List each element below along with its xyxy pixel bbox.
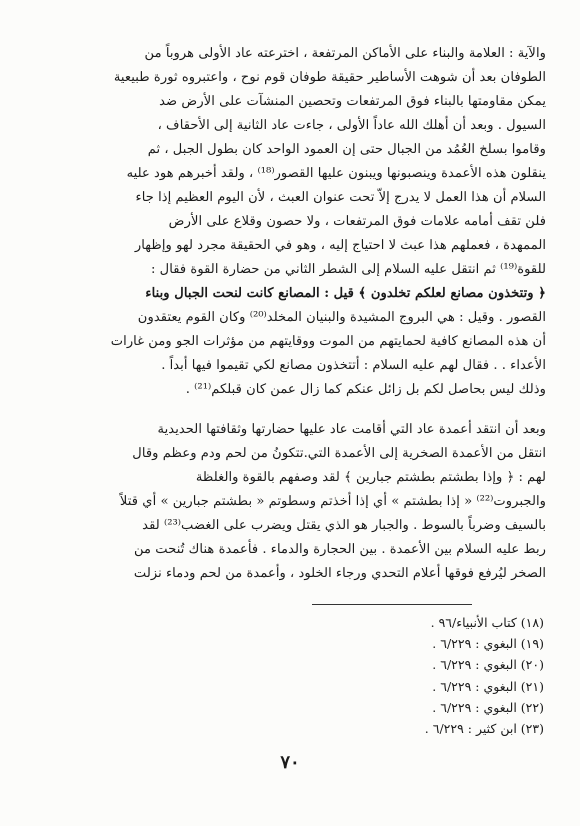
footnote-item: (٢٠) البغوي : ٦/٢٢٩ . bbox=[432, 657, 544, 673]
text-line: وقاموا بسلخ العُمُد من الجبال حتى إن العمود الواحد كان بطول الجبل ، ثم bbox=[147, 142, 546, 157]
main-text bbox=[36, 42, 546, 586]
footnote-item: (١٩) البغوي : ٦/٢٢٩ . bbox=[432, 636, 544, 652]
text-line: الصخر ليُرفع فوقها أعلام التحدي ورجاء الخلود ، وأعمدة من لحم ودماء نزلت bbox=[133, 566, 546, 581]
text-line: ربط عليه السلام بين الأعمدة . بين الحجارة والدماء . فأعمدة هناك تُنحت من bbox=[133, 542, 546, 557]
footnotes-list bbox=[30, 612, 544, 739]
text-line: الأعداء . . فقال لهم عليه السلام : أتتخذون مصانع لكي تقيموا فيها أبداً . bbox=[161, 358, 546, 373]
text-line: والجبروت⁽²²⁾ « إذا بطشتم » أي إذا أخذتم وسطوتم « بطشتم جبارين » أي قتلاً bbox=[119, 494, 546, 509]
footnote-item: (٢١) البغوي : ٦/٢٢٩ . bbox=[432, 678, 544, 694]
page-number: ٧٠ bbox=[280, 752, 300, 773]
text-line: ينقلون هذه الأعمدة وينصبونها ويبنون عليها القصور⁽¹⁸⁾ ، ولقد أخبرهم هود عليه bbox=[126, 166, 546, 181]
text-line: انتقل من الأعمدة الصخرية إلى الأعمدة التي.تتكونُ من لحم ودم وعظم وقال bbox=[132, 446, 546, 461]
text-line: وبعد أن انتقد أعمدة عاد التي أقامت عاد عليها حضارتها وثقافتها الحديدية bbox=[157, 422, 546, 437]
footnote-divider bbox=[312, 604, 472, 605]
text-line: يمكن مقاومتها بالبناء فوق المرتفعات وتحصين المنشآت على الأرض ضد bbox=[159, 94, 546, 109]
quran-verse-line: ﴿ وتتخذون مصانع لعلكم تخلدون ﴾ قيل : المصانع كانت لنحت الجبال وبناء bbox=[145, 286, 546, 301]
paragraph-spacer bbox=[36, 402, 546, 418]
paragraph-2 bbox=[36, 418, 546, 586]
footnote-item: (٢٣) ابن كثير : ٦/٢٢٩ . bbox=[424, 720, 544, 736]
text-line: والآية : العلامة والبناء على الأماكن المرتفعة ، اخترعته عاد الأولى هروباً من bbox=[144, 46, 546, 61]
text-line: الممهدة ، فعملهم هذا عبث لا احتياج إليه ، وهو في الحقيقة مجرد لهو وإظهار bbox=[134, 238, 546, 253]
paragraph-1 bbox=[36, 42, 546, 402]
footnote-item: (٢٢) البغوي : ٦/٢٢٩ . bbox=[432, 699, 544, 715]
footnote-item: (١٨) كتاب الأنبياء/٩٦ . bbox=[430, 615, 544, 630]
text-line: السلام أن هذا العمل لا يدرج إلاّ تحت عنوان العبث ، لأن اليوم العظيم إذا جاء bbox=[135, 190, 546, 205]
text-line: السيول . وبعد أن أهلك الله عاداً الأولى ، جاءت عاد الثانية إلى الأحقاف ، bbox=[157, 118, 546, 133]
text-line: للقوة⁽¹⁹⁾ ثم انتقل عليه السلام إلى الشطر الثاني من حضارة القوة فقال : bbox=[151, 262, 546, 277]
text-line: أن هذه المصانع كافية لحمايتهم من الموت ووقايتهم من مؤثرات الجو ومن غارات bbox=[110, 334, 546, 349]
text-line: وذلك ليس بحاصل لكم بل زائل عنكم كما زال عمن كان قبلكم⁽²¹⁾ . bbox=[185, 382, 546, 397]
text-line: الطوفان بعد أن شوهت الأساطير حقيقة طوفان قوم نوح ، واعتبروه ثورة طبيعية bbox=[113, 70, 546, 85]
quran-verse-line: لهم : ﴿ وإذا بطشتم بطشتم جبارين ﴾ لقد وصفهم بالقوة والغلظة bbox=[195, 470, 546, 485]
text-line: فلن تقف أمامه علامات فوق المرتفعات ، ولا حصون وقلاع على الأرض bbox=[168, 214, 546, 229]
text-line: بالسيف وضرباً بالسوط . والجبار هو الذي يقتل ويضرب على الغضب⁽²³⁾ لقد bbox=[142, 518, 546, 533]
text-line: القصور . وقيل : هي البروج المشيدة والبنيان المخلد⁽²⁰⁾ وكان القوم يعتقدون bbox=[137, 310, 546, 325]
